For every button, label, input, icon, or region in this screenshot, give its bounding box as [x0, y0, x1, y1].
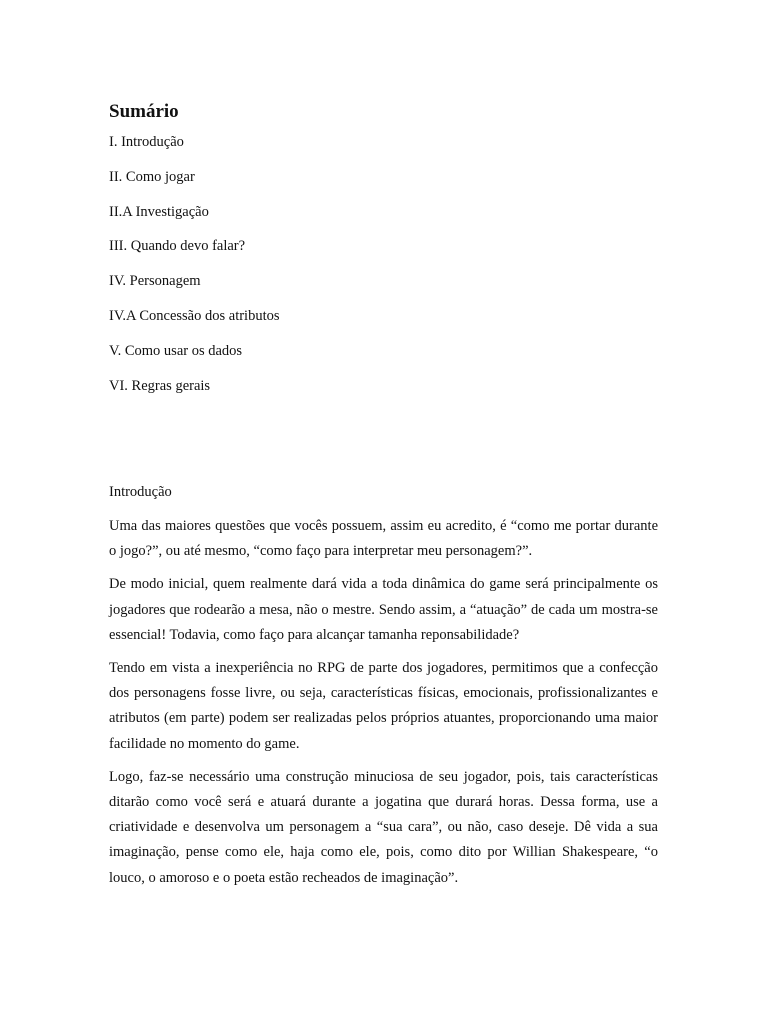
paragraph: Uma das maiores questões que vocês possuem, assim eu acredito, é “como me portar durante o jogo?”, ou até mesmo, “como faço para interpretar meu personagem?”.: [109, 518, 658, 560]
toc-item-como-jogar: II. Como jogar: [109, 168, 195, 185]
paragraph: Tendo em vista a inexperiência no RPG de parte dos jogadores, permitimos que a confecção dos personagens fosse livre, ou seja, características físicas, emocionais, profissionalizantes e atributos (em parte) podem ser realizadas pelos próprios atuantes, proporcionando uma maior facilidade no momento do game.: [109, 660, 658, 752]
introducao-body: [109, 514, 658, 899]
toc-title: Sumário: [109, 101, 179, 122]
toc-item-investigacao: II.A Investigação: [109, 203, 209, 220]
toc-item-concessao-atributos: IV.A Concessão dos atributos: [109, 307, 280, 324]
toc-list: [109, 132, 280, 410]
toc-item-regras-gerais: VI. Regras gerais: [109, 377, 211, 394]
toc-item-introducao: I. Introdução: [109, 134, 184, 150]
toc-item-quando-devo-falar: III. Quando devo falar?: [109, 238, 246, 255]
toc-item-personagem: IV. Personagem: [109, 273, 201, 290]
section-heading-introducao: Introdução: [109, 484, 172, 500]
paragraph: Logo, faz-se necessário uma construção minuciosa de seu jogador, pois, tais características ditarão como você será e atuará durante a jogatina que durará horas. Dessa forma, use a criatividade e desenvolva um personagem a “sua cara”, ou não, caso deseje. Dê vida a sua imaginação, pense como ele, haja como ele, pois, como dito por Willian Shakespeare, “o louco, o amoroso e o poeta estão recheados de imaginação”.: [109, 768, 658, 886]
paragraph: De modo inicial, quem realmente dará vida a toda dinâmica do game será principalmente os jogadores que rodearão a mesa, não o mestre. Sendo assim, a “atuação” de cada um mostra-se essencial! Todavia, como faço para alcançar tamanha reponsabilidade?: [109, 576, 658, 643]
toc-item-como-usar-dados: V. Como usar os dados: [109, 342, 243, 359]
